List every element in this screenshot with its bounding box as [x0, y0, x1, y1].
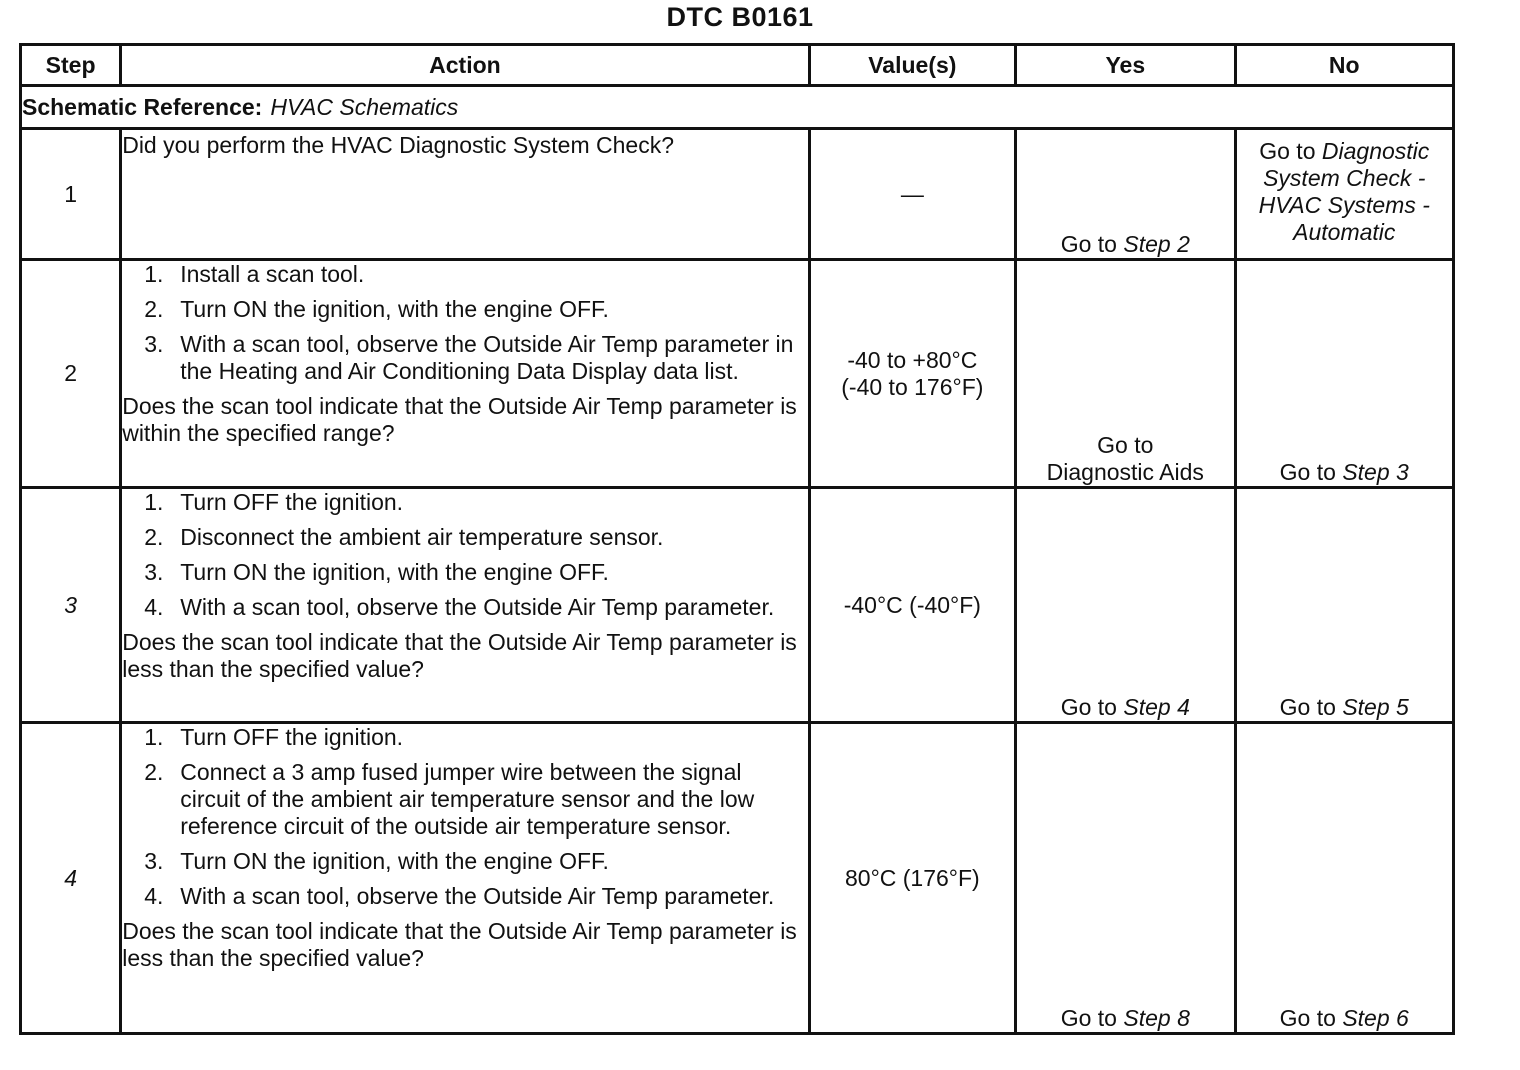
action-step: 1. Install a scan tool. — [144, 261, 365, 287]
yes-cell — [1016, 723, 1235, 1034]
action-cell — [121, 723, 809, 1034]
action-step: 1. Turn OFF the ignition. — [144, 489, 404, 515]
table-row — [21, 129, 1454, 260]
step-number: 4 — [21, 723, 121, 1034]
value-cell: 80°C (176°F) — [809, 723, 1015, 1034]
value-cell — [809, 260, 1015, 488]
no-cell — [1235, 129, 1453, 260]
action-step: 3. Turn ON the ignition, with the engine OFF. — [144, 848, 609, 874]
no-link[interactable]: Step 3 — [1342, 459, 1409, 485]
yes-prefix: Go to — [1060, 694, 1117, 720]
step-number: 3 — [21, 488, 121, 723]
action-steps — [122, 489, 807, 621]
no-link[interactable]: Step 6 — [1342, 1005, 1409, 1031]
step-number: 1 — [21, 129, 121, 260]
header-row — [21, 45, 1454, 86]
no-prefix: Go to — [1279, 1005, 1336, 1031]
page-title: DTC B0161 — [666, 2, 814, 32]
schematic-reference-row — [21, 86, 1454, 129]
table-row — [21, 488, 1454, 723]
action-step: 3. With a scan tool, observe the Outside Air Temp parameter in the Heating and Air Conditioning Data Display data list. — [144, 331, 794, 384]
action-question: Did you perform the HVAC Diagnostic System Check? — [122, 132, 674, 158]
step-number: 2 — [21, 260, 121, 488]
action-step: 2. Disconnect the ambient air temperature sensor. — [144, 524, 664, 550]
value-cell: — — [809, 129, 1015, 260]
header-no: No — [1235, 45, 1453, 86]
no-prefix: Go to — [1279, 694, 1336, 720]
yes-cell — [1016, 488, 1235, 723]
header-action: Action — [121, 45, 809, 86]
value-cell: -40°C (-40°F) — [809, 488, 1015, 723]
yes-link[interactable]: Diagnostic Aids — [1046, 459, 1204, 485]
action-steps — [122, 261, 807, 385]
header-step: Step — [21, 45, 121, 86]
value-fahrenheit: (-40 to 176°F) — [841, 373, 984, 400]
action-question: Does the scan tool indicate that the Outside Air Temp parameter is less than the specified value? — [122, 629, 797, 682]
header-yes: Yes — [1016, 45, 1235, 86]
no-prefix: Go to — [1279, 459, 1336, 485]
action-question: Does the scan tool indicate that the Outside Air Temp parameter is within the specified range? — [122, 393, 797, 446]
yes-prefix: Go to — [1060, 231, 1117, 257]
no-cell — [1235, 488, 1453, 723]
no-cell — [1235, 260, 1453, 488]
yes-link[interactable]: Step 8 — [1123, 1005, 1190, 1031]
action-step: 4. With a scan tool, observe the Outside Air Temp parameter. — [144, 883, 775, 909]
action-steps — [122, 724, 807, 910]
action-step: 2. Turn ON the ignition, with the engine OFF. — [144, 296, 609, 322]
no-prefix: Go to — [1259, 138, 1316, 164]
no-cell — [1235, 723, 1453, 1034]
yes-prefix: Go to — [1060, 1005, 1117, 1031]
diagnostic-table — [19, 43, 1455, 1035]
action-cell — [121, 129, 809, 260]
header-values: Value(s) — [809, 45, 1015, 86]
action-cell — [121, 488, 809, 723]
table-row — [21, 723, 1454, 1034]
action-question: Does the scan tool indicate that the Outside Air Temp parameter is less than the specified value? — [122, 918, 797, 971]
yes-cell — [1016, 260, 1235, 488]
action-cell — [121, 260, 809, 488]
schematic-reference — [21, 86, 1454, 129]
table-row — [21, 260, 1454, 488]
yes-link[interactable]: Step 4 — [1123, 694, 1190, 720]
value-celsius: -40 to +80°C — [847, 346, 978, 373]
action-step: 2. Connect a 3 amp fused jumper wire between the signal circuit of the ambient air temperature sensor and the low reference circuit of the outside air temperature sensor. — [144, 759, 755, 839]
action-step: 4. With a scan tool, observe the Outside Air Temp parameter. — [144, 594, 775, 620]
action-step: 1. Turn OFF the ignition. — [144, 724, 404, 750]
schematic-link[interactable]: HVAC Schematics — [270, 93, 459, 120]
yes-cell — [1016, 129, 1235, 260]
action-step: 3. Turn ON the ignition, with the engine OFF. — [144, 559, 609, 585]
no-link[interactable]: Step 5 — [1342, 694, 1409, 720]
no-link[interactable]: Diagnostic System Check - HVAC Systems - Automatic — [1258, 138, 1430, 245]
yes-prefix: Go to — [1097, 432, 1154, 458]
schematic-label: Schematic Reference: — [22, 93, 263, 120]
yes-link[interactable]: Step 2 — [1123, 231, 1190, 257]
